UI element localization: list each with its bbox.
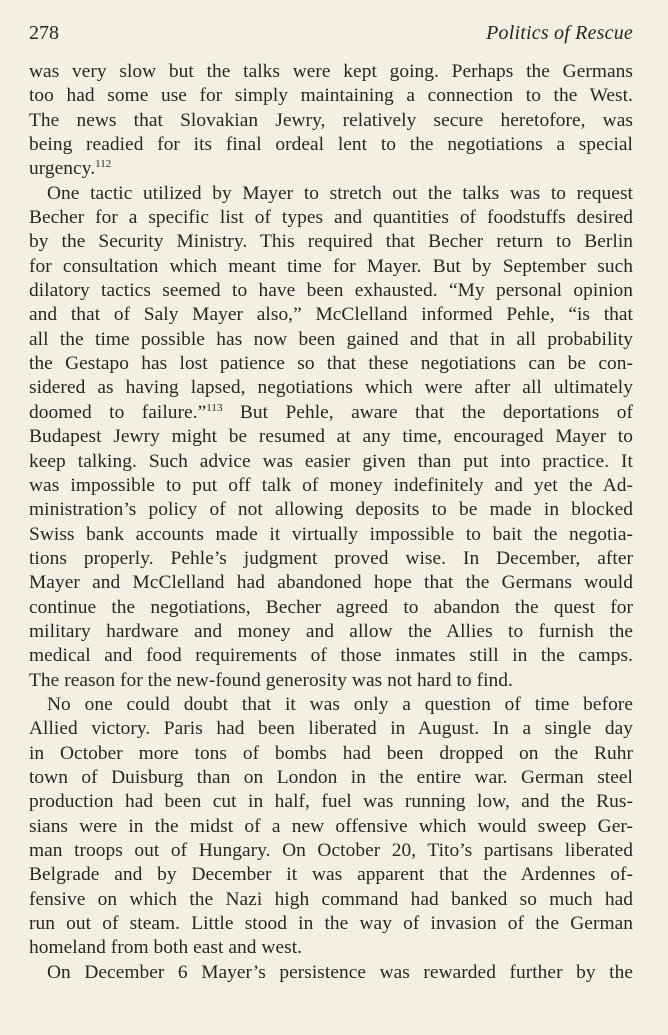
text-line (29, 109, 633, 133)
text-line (29, 376, 633, 400)
line-text: One tactic utilized by Mayer to stretch out the talks was to request (47, 182, 633, 204)
text-line (29, 644, 633, 668)
line-text: being readied for its final ordeal lent to the negotiations a special (29, 134, 633, 156)
line-text: No one could doubt that it was only a question of time before (47, 693, 633, 715)
text-line (29, 303, 633, 327)
footnote-marker: 112 (95, 158, 112, 171)
line-text: military hardware and money and allow the Allies to furnish the (29, 620, 633, 642)
text-line (29, 815, 633, 839)
line-text: was very slow but the talks were kept going. Perhaps the Germans (29, 61, 633, 82)
line-text: sidered as having lapsed, negotiations which were after all ultimately (29, 377, 633, 399)
text-line (29, 912, 633, 936)
text-line (29, 425, 633, 449)
line-text: Becher for a specific list of types and quantities of foodstuffs desired (29, 207, 633, 229)
running-head: Politics of Rescue (486, 22, 633, 44)
line-text: was impossible to put off talk of money indefinitely and yet the Ad- (29, 474, 633, 496)
line-text: Budapest Jewry might be resumed at any time, encouraged Mayer to (29, 426, 633, 448)
line-text: too had some use for simply maintaining a connection to the West. (29, 85, 633, 107)
page-header (29, 20, 633, 48)
line-text: town of Duisburg than on London in the entire war. German steel (29, 766, 633, 788)
text-line (29, 839, 633, 863)
line-text: On December 6 Mayer’s persistence was rewarded further by the (47, 961, 633, 983)
line-text: The news that Slovakian Jewry, relatively secure heretofore, was (29, 109, 633, 131)
line-text: dilatory tactics seemed to have been exhausted. “My personal opinion (29, 280, 633, 302)
line-text: doomed to failure.” (29, 401, 207, 423)
text-line (29, 230, 633, 254)
line-text: keep talking. Such advice was easier given than put into practice. It (29, 450, 633, 472)
text-line (29, 596, 633, 620)
text-line (29, 693, 633, 717)
line-text: production had been cut in half, fuel was running low, and the Rus- (29, 791, 633, 813)
line-text: The reason for the new-found generosity was not hard to find. (29, 669, 513, 691)
footnote-marker: 113 (206, 401, 223, 414)
text-line (29, 474, 633, 498)
text-line (29, 352, 633, 376)
line-text: Mayer and McClelland had abandoned hope that the Germans would (29, 572, 633, 594)
text-line (29, 790, 633, 814)
text-line (29, 620, 633, 644)
text-line (29, 133, 633, 157)
text-line (29, 498, 633, 522)
line-text: fensive on which the Nazi high command had banked so much had (29, 888, 633, 910)
text-line (29, 450, 633, 474)
text-line (29, 547, 633, 571)
line-text: tions properly. Pehle’s judgment proved wise. In December, after (29, 547, 633, 569)
text-line (29, 84, 633, 108)
line-text: Swiss bank accounts made it virtually impossible to bait the negotia- (29, 523, 633, 545)
text-line (29, 279, 633, 303)
text-line (29, 255, 633, 279)
line-text: in October more tons of bombs had been dropped on the Ruhr (29, 742, 633, 764)
line-text-continued: But Pehle, aware that the deportations of (222, 401, 633, 423)
text-line (29, 523, 633, 547)
text-line (29, 742, 633, 766)
text-line (29, 60, 633, 84)
text-line (29, 669, 633, 693)
text-line (29, 717, 633, 741)
line-text: Allied victory. Paris had been liberated in August. In a single day (29, 718, 633, 740)
line-text: the Gestapo has lost patience so that these negotiations can be con- (29, 353, 633, 375)
line-text: homeland from both east and west. (29, 937, 303, 959)
line-text: all the time possible has now been gained and that in all probability (29, 328, 633, 350)
line-text: ministration’s policy of not allowing deposits to be made in blocked (29, 499, 633, 521)
text-line (29, 961, 633, 985)
line-text: man troops out of Hungary. On October 20, Tito’s partisans liberated (29, 840, 633, 861)
line-text: continue the negotiations, Becher agreed to abandon the quest for (29, 596, 633, 618)
text-line (29, 328, 633, 352)
line-text: Belgrade and by December it was apparent that the Ardennes of- (29, 864, 633, 886)
body-text (29, 60, 633, 985)
text-line (29, 888, 633, 912)
line-text: sians were in the midst of a new offensive which would sweep Ger- (29, 815, 633, 837)
text-line (29, 571, 633, 595)
line-text: urgency. (29, 158, 96, 180)
text-line (29, 157, 633, 181)
text-line (29, 936, 633, 960)
text-line (29, 182, 633, 206)
line-text: medical and food requirements of those inmates still in the camps. (29, 645, 633, 667)
line-text: and that of Saly Mayer also,” McClelland informed Pehle, “is that (29, 304, 633, 326)
text-line (29, 206, 633, 230)
page-number: 278 (29, 22, 59, 44)
text-line (29, 766, 633, 790)
text-line (29, 863, 633, 887)
line-text: for consultation which meant time for Mayer. But by September such (29, 255, 633, 277)
text-line (29, 401, 633, 425)
line-text: by the Security Ministry. This required that Becher return to Berlin (29, 231, 633, 253)
line-text: run out of steam. Little stood in the way of invasion of the German (29, 913, 633, 935)
